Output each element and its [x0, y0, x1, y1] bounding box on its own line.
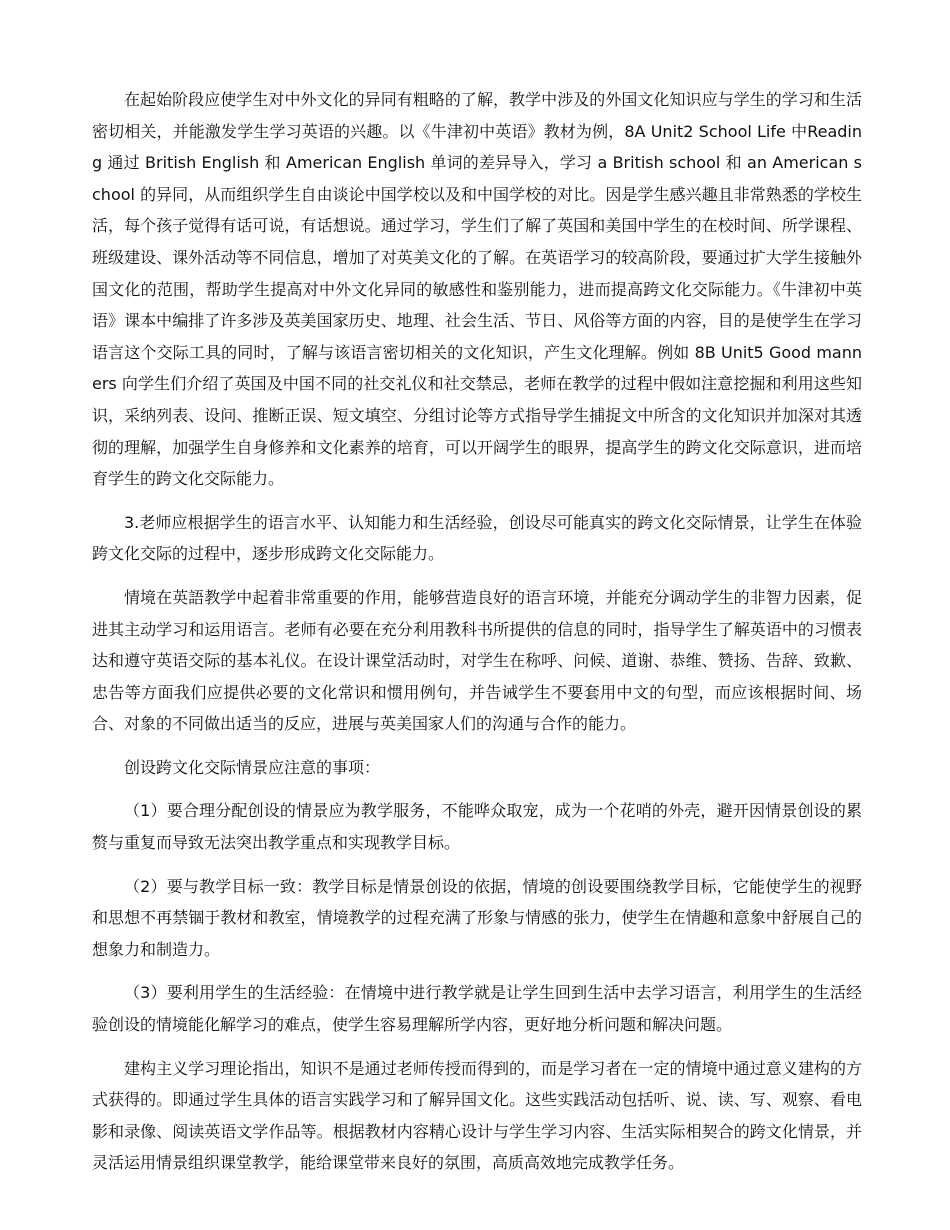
paragraph-constructivism: 建构主义学习理论指出，知识不是通过老师传授而得到的，而是学习者在一定的情境中通过意义建构的方式获得的。即通过学生具体的语言实践学习和了解异国文化。这些实践活动包括听、说、读、写、观察、看电影和录像、阅读英语文学作品等。根据教材内容精心设计与学生学习内容、生活实际相契合的跨文化情景，并灵活运用情景组织课堂教学，能给课堂带来良好的氛围，高质高效地完成教学任务。 [92, 1058, 862, 1173]
paragraph-note-3: （3）要利用学生的生活经验：在情境中进行教学就是让学生回到生活中去学习语言，利用学生的生活经验创设的情境能化解学习的难点，使学生容易理解所学内容，更好地分析问题和解决问题。 [92, 983, 862, 1035]
document-page [92, 84, 862, 1191]
paragraph-situational-teaching: 情境在英語教学中起着非常重要的作用，能够营造良好的语言环境，并能充分调动学生的非智力因素，促进其主动学习和运用语言。老师有必要在充分利用教科书所提供的信息的同时，指导学生了解英语中的习惯表达和遵守英语交际的基本礼仪。在设计课堂活动时，对学生在称呼、问候、道谢、恭维、赞扬、告辞、致歉、忠告等方面我们应提供必要的文化常识和惯用例句，并告诫学生不要套用中文的句型，而应该根据时间、场合、对象的不同做出适当的反应，进展与英美国家人们的沟通与合作的能力。 [92, 587, 862, 734]
paragraph-note-1: （1）要合理分配创设的情景应为教学服务，不能哗众取宠，成为一个花哨的外壳，避开因情景创设的累赘与重复而导致无法突出教学重点和实现教学目标。 [92, 801, 862, 853]
paragraph-point-3: 3.老师应根据学生的语言水平、认知能力和生活经验，创设尽可能真实的跨文化交际情景，让学生在体验跨文化交际的过程中，逐步形成跨文化交际能力。 [92, 512, 862, 564]
paragraph-note-2: （2）要与教学目标一致：教学目标是情景创设的依据，情境的创设要围绕教学目标，它能使学生的视野和思想不再禁锢于教材和教室，情境教学的过程充满了形象与情感的张力，使学生在情趣和意象中舒展自己的想象力和制造力。 [92, 876, 862, 959]
paragraph-notes-heading: 创设跨文化交际情景应注意的事项： [124, 757, 381, 777]
paragraph-cultural-knowledge: 在起始阶段应使学生对中外文化的异同有粗略的了解，教学中涉及的外国文化知识应与学生的学习和生活密切相关，并能激发学生学习英语的兴趣。以《牛津初中英语》教材为例，8A Unit2 School Life 中Reading 通过 British English 和 American English 单词的差异导入，学习 a British school 和 an American school 的异同，从而组织学生自由谈论中国学校以及和中国学校的对比。因是学生感兴趣且非常熟悉的学校生活，每个孩子觉得有话可说，有话想说。通过学习，学生们了解了英国和美国中学生的在校时间、所学课程、班级建设、课外活动等不同信息，增加了对英美文化的了解。在英语学习的较高阶段，要通过扩大学生接触外国文化的范围，帮助学生提高对中外文化异同的敏感性和鉴别能力，进而提高跨文化交际能力。《牛津初中英语》课本中编排了许多涉及英美国家历史、地理、社会生活、节日、风俗等方面的内容，目的是使学生在学习语言这个交际工具的同时，了解与该语言密切相关的文化知识，产生文化理解。例如 8B Unit5 Good manners 向学生们介绍了英国及中国不同的社交礼仪和社交禁忌，老师在教学的过程中假如注意挖掘和利用这些知识，采纳列表、设问、推断正误、短文填空、分组讨论等方式指导学生捕捉文中所含的文化知识并加深对其透彻的理解，加强学生自身修养和文化素养的培育，可以开阔学生的眼界，提高学生的跨文化交际意识，进而培育学生的跨文化交际能力。 [92, 90, 862, 489]
